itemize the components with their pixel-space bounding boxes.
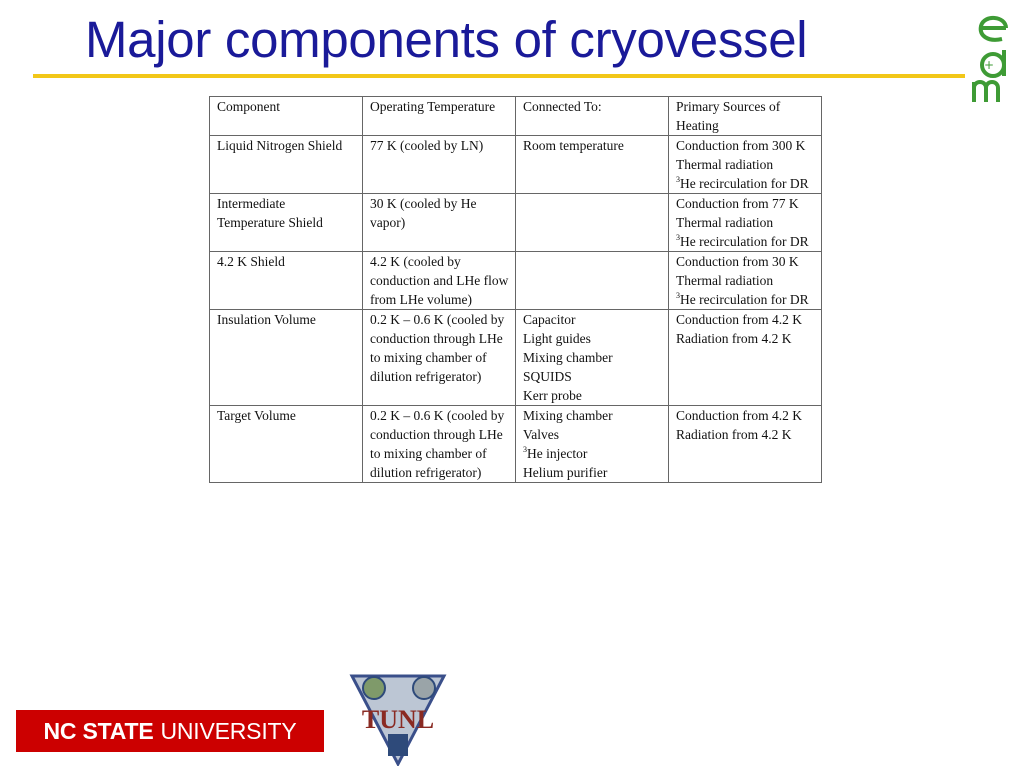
cell-heating: Conduction from 30 K Thermal radiation $^3$He recirculation for DR [669, 252, 822, 310]
header-component: Component [210, 97, 363, 136]
table-row [210, 406, 822, 483]
table-row [210, 310, 822, 406]
table-row [210, 194, 822, 252]
cell-heating: Conduction from 300 K Thermal radiation $^3$He recirculation for DR [669, 136, 822, 194]
ncstate-logo [16, 710, 324, 752]
header-temperature: Operating Temperature [363, 97, 516, 136]
components-table [209, 96, 822, 483]
tunl-logo-text: TUNL [361, 705, 435, 734]
cell-heating: Conduction from 4.2 K Radiation from 4.2 K [669, 310, 822, 406]
ncstate-logo-bold: NC STATE [43, 717, 154, 744]
cell-connected [516, 252, 669, 310]
cell-component: Target Volume [210, 406, 363, 483]
cell-temperature: 77 K (cooled by LN) [363, 136, 516, 194]
cell-connected: Room temperature [516, 136, 669, 194]
ncstate-logo-regular: UNIVERSITY [160, 717, 297, 744]
cell-temperature: 4.2 K (cooled by conduction and LHe flow from LHe volume) [363, 252, 516, 310]
cell-temperature: 30 K (cooled by He vapor) [363, 194, 516, 252]
cell-heating: Conduction from 77 K Thermal radiation $^3$He recirculation for DR [669, 194, 822, 252]
header-heating: Primary Sources of Heating [669, 97, 822, 136]
cell-connected [516, 194, 669, 252]
cell-temperature: 0.2 K – 0.6 K (cooled by conduction through LHe to mixing chamber of dilution refrigerator) [363, 310, 516, 406]
cell-component: Intermediate Temperature Shield [210, 194, 363, 252]
slide-title: Major components of cryovessel [85, 11, 808, 68]
table-row [210, 136, 822, 194]
svg-text:+: + [983, 58, 995, 72]
cell-component: Liquid Nitrogen Shield [210, 136, 363, 194]
cell-connected: Mixing chamber Valves $^3$He injector Helium purifier [516, 406, 669, 483]
cell-connected: Capacitor Light guides Mixing chamber SQUIDS Kerr probe [516, 310, 669, 406]
tunl-logo [348, 670, 448, 766]
title-underline [33, 74, 965, 78]
table-header-row [210, 97, 822, 136]
cell-temperature: 0.2 K – 0.6 K (cooled by conduction through LHe to mixing chamber of dilution refrigerator) [363, 406, 516, 483]
edm-logo [962, 6, 1022, 106]
cell-component: 4.2 K Shield [210, 252, 363, 310]
table-row [210, 252, 822, 310]
header-connected: Connected To: [516, 97, 669, 136]
cell-heating: Conduction from 4.2 K Radiation from 4.2 K [669, 406, 822, 483]
cell-component: Insulation Volume [210, 310, 363, 406]
